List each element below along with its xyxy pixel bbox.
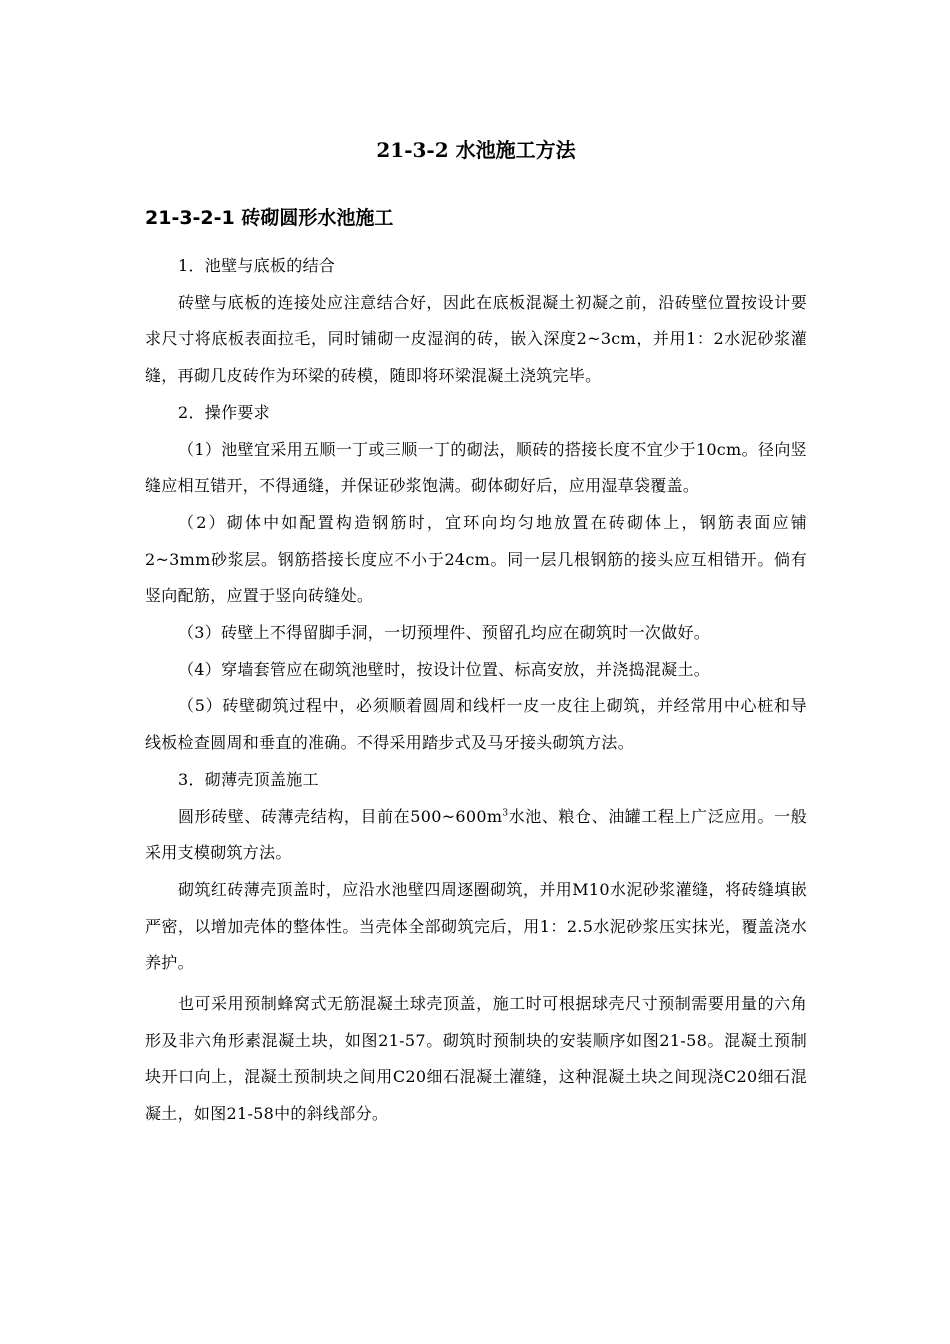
paragraph-wall-base-connection: 砖壁与底板的连接处应注意结合好，因此在底板混凝土初凝之前，沿砖壁位置按设计要求尺寸将底板表面拉毛，同时铺砌一皮湿润的砖，嵌入深度2~3cm，并用1：2水泥砂浆灌缝，再砌几皮砖作为环梁的砖模，随即将环梁混凝土浇筑完毕。 [145, 292, 807, 386]
page-title: 21-3-2 水池施工方法 [376, 138, 576, 162]
paragraph-requirement-2: （2）砌体中如配置构造钢筋时，宜环向均匀地放置在砖砌体上，钢筋表面应铺2~3mm砂浆层。钢筋搭接长度应不小于24cm。同一层几根钢筋的接头应互相错开。倘有竖向配筋，应置于竖向砖缝处。 [145, 512, 807, 606]
subheading-wall-base: 1．池壁与底板的结合 [178, 256, 336, 275]
paragraph-red-brick-roof: 砌筑红砖薄壳顶盖时，应沿水池壁四周逐圈砌筑，并用M10水泥砂浆灌缝，将砖缝填嵌严密，以增加壳体的整体性。当壳体全部砌筑完后，用1：2.5水泥砂浆压实抹光，覆盖浇水养护。 [145, 879, 807, 973]
paragraph-requirement-1: （1）池壁宜采用五顺一丁或三顺一丁的砌法，顺砖的搭接长度不宜少于10cm。径向竖缝应相互错开，不得通缝，并保证砂浆饱满。砌体砌好后，应用湿草袋覆盖。 [145, 439, 807, 496]
paragraph-requirement-5: （5）砖壁砌筑过程中，必须顺着圆周和线杆一皮一皮往上砌筑，并经常用中心桩和导线板检查圆周和垂直的准确。不得采用踏步式及马牙接头砌筑方法。 [145, 696, 807, 753]
paragraph-thin-shell-part-a: 圆形砖壁、砖薄壳结构，目前在500~600m [178, 806, 503, 826]
section-heading: 21-3-2-1 砖砌圆形水池施工 [145, 207, 394, 229]
paragraph-thin-shell-structure [145, 799, 807, 872]
paragraph-prefab-honeycomb: 也可采用预制蜂窝式无筋混凝土球壳顶盖，施工时可根据球壳尺寸预制需要用量的六角形及非六角形素混凝土块，如图21-57。砌筑时预制块的安装顺序如图21-58。混凝土预制块开口向上，混凝土预制块之间用C20细石混凝土灌缝，这种混凝土块之间现浇C20细石混凝土，如图21-58中的斜线部分。 [145, 994, 807, 1124]
document-body [145, 128, 807, 1133]
paragraph-requirement-3: （3）砖壁上不得留脚手洞，一切预埋件、预留孔均应在砌筑时一次做好。 [178, 623, 711, 643]
paragraph-requirement-4: （4）穿墙套管应在砌筑池壁时，按设计位置、标高安放，并浇捣混凝土。 [178, 659, 711, 679]
subheading-thin-shell-roof: 3．砌薄壳顶盖施工 [178, 769, 319, 789]
superscript-cubic: 3 [502, 808, 509, 819]
subheading-operation-requirements: 2．操作要求 [178, 402, 270, 422]
paragraph-thin-shell-part-b: 水池、粮仓、油罐工程上广泛应用。一般采用支模砌筑方法。 [145, 806, 807, 863]
